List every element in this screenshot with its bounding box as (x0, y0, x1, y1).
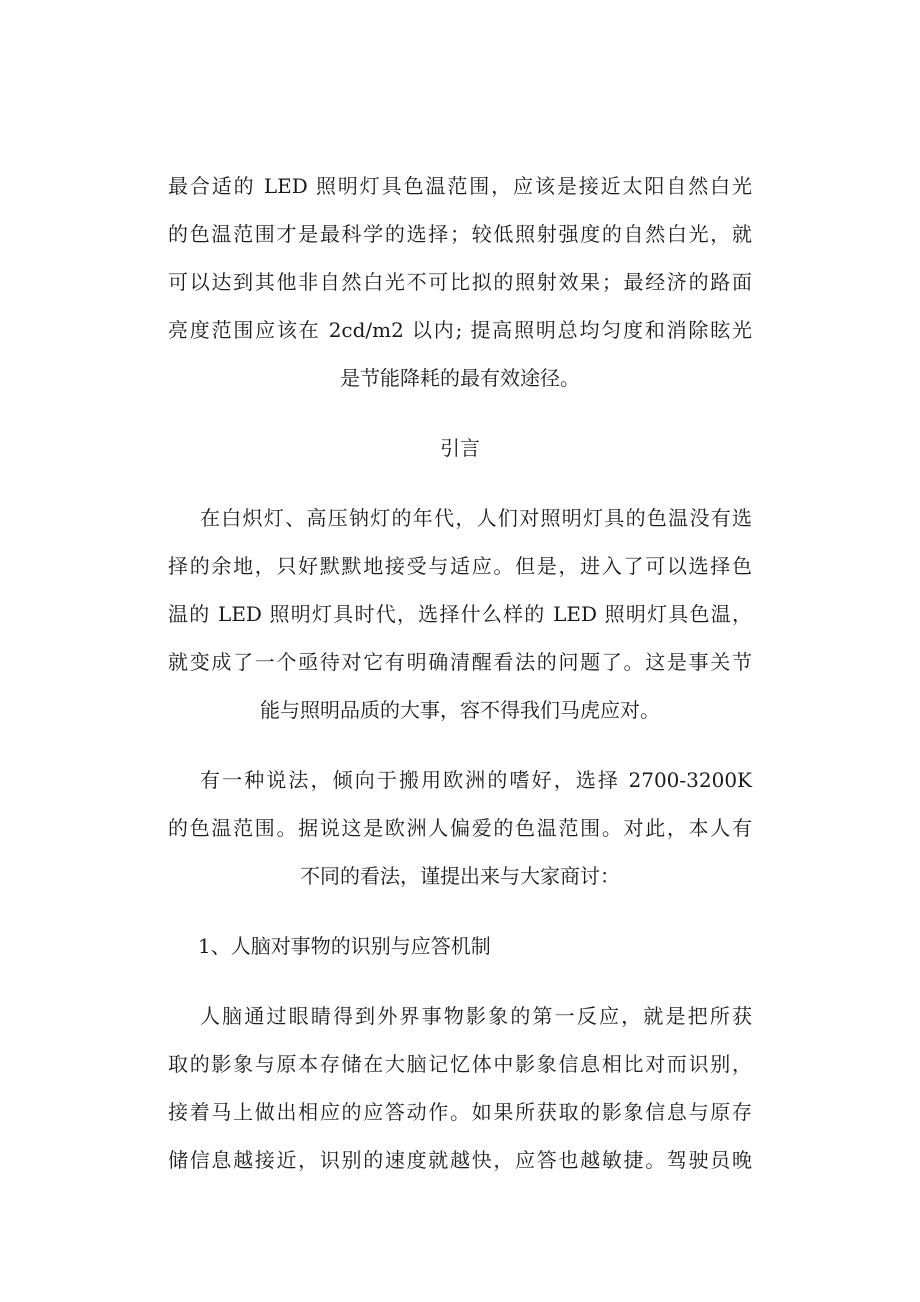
paragraph-line: 在白炽灯、高压钠灯的年代，人们对照明灯具的色温没有选 (200, 506, 752, 530)
paragraph-line: 接着马上做出相应的应答动作。如果所获取的影象信息与原存 (168, 1100, 752, 1124)
paragraph-line: 不同的看法，谨提出来与大家商讨： (300, 864, 620, 888)
paragraph-line: 有一种说法，倾向于搬用欧洲的嗜好，选择 2700-3200K (200, 768, 752, 792)
abstract-line: 可以达到其他非自然白光不可比拟的照射效果；最经济的路面 (168, 270, 752, 294)
abstract-line: 是节能降耗的最有效途径。 (340, 366, 580, 390)
paragraph-line: 就变成了一个亟待对它有明确清醒看法的问题了。这是事关节 (168, 650, 752, 674)
section-heading-intro: 引言 (440, 436, 480, 460)
paragraph-line: 的色温范围。据说这是欧洲人偏爱的色温范围。对此，本人有 (168, 816, 752, 840)
abstract-line: 最合适的 LED 照明灯具色温范围，应该是接近太阳自然白光 (168, 174, 752, 198)
paragraph-line: 储信息越接近，识别的速度就越快，应答也越敏捷。驾驶员晚 (168, 1148, 752, 1172)
abstract-line: 亮度范围应该在 2cd/m2 以内; 提高照明总均匀度和消除眩光 (168, 318, 752, 342)
paragraph-line: 能与照明品质的大事，容不得我们马虎应对。 (260, 698, 660, 722)
section-heading-1: 1、人脑对事物的识别与应答机制 (198, 934, 491, 958)
abstract-line: 的色温范围才是最科学的选择；较低照射强度的自然白光，就 (168, 222, 752, 246)
paragraph-line: 择的余地，只好默默地接受与适应。但是，进入了可以选择色 (168, 554, 752, 578)
paragraph-line: 人脑通过眼睛得到外界事物影象的第一反应，就是把所获 (200, 1004, 752, 1028)
paragraph-line: 温的 LED 照明灯具时代，选择什么样的 LED 照明灯具色温， (168, 602, 752, 626)
paragraph-line: 取的影象与原本存储在大脑记忆体中影象信息相比对而识别， (168, 1052, 752, 1076)
